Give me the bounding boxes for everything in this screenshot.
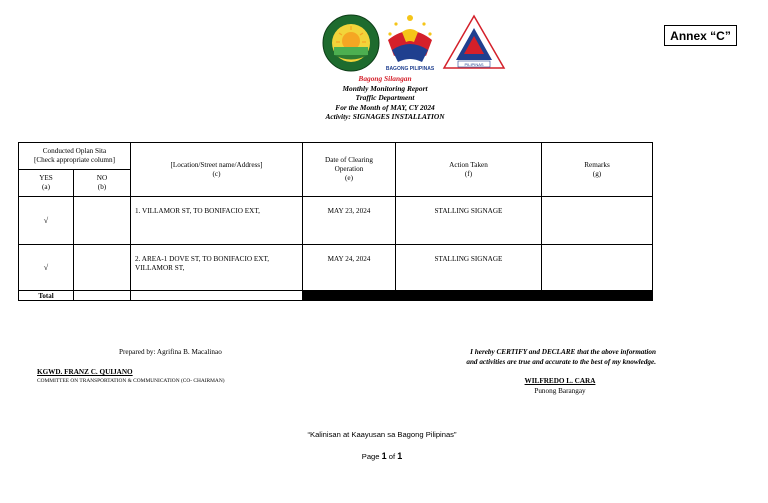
no-check-cell [74,197,131,245]
no-header-label: NO [96,174,108,182]
department-name: Traffic Department [355,93,415,103]
slogan: “Kalinisan at Kaayusan sa Bagong Pilipinas” [307,430,457,439]
action-header-label: Action Taken [449,160,488,169]
page-number [0,451,764,461]
barangay-seal-logo [322,14,380,72]
page-word: Page [361,452,380,461]
date-header-code: (e) [345,174,353,182]
prepared-title: COMMITTEE ON TRANSPORTATION & COMMUNICATION (CO- CHAIRMAN) [37,378,225,384]
page-of: of [388,452,396,461]
yes-header-label: YES [39,174,53,182]
monitoring-table [18,142,653,301]
oplan-header-line1: Conducted Oplan Sita [42,147,107,155]
date-header [303,143,396,197]
certifier-name: WILFREDO L. CARA [524,377,596,385]
certification-line1: I hereby CERTIFY and DECLARE that the above information [470,348,656,356]
yes-check-cell: √ [19,245,74,291]
bagong-pilipinas-text: BAGONG PILIPINAS [385,66,435,72]
certifier-title: Punong Barangay [534,387,586,395]
date-cell: MAY 24, 2024 [303,245,396,291]
report-month: For the Month of MAY, CY 2024 [335,102,435,112]
yes-header-code: (a) [42,183,50,191]
yes-header [19,170,74,197]
remarks-header [542,143,653,197]
remarks-header-code: (g) [592,169,602,178]
no-check-cell [74,245,131,291]
report-header [290,74,480,122]
action-header-code: (f) [464,169,473,178]
total-label: Total [19,291,74,301]
logo-group [322,12,512,74]
date-cell: MAY 23, 2024 [303,197,396,245]
barangay-name: Bagong Silangan [358,74,412,83]
action-cell: STALLING SIGNAGE [396,197,542,245]
no-header-code: (b) [97,183,107,191]
page-current: 1 [381,451,387,461]
total-no-cell [74,291,131,301]
yes-check-cell: √ [19,197,74,245]
prepared-name: KGWD. FRANZ C. QUIJANO [37,368,133,376]
bagong-pilipinas-logo [382,12,438,74]
date-header-line2: Operation [334,165,364,173]
action-cell: STALLING SIGNAGE [396,245,542,291]
location-cell: 2. AREA-1 DOVE ST, TO BONIFACIO EXT, VILLAMOR ST, [131,245,303,291]
action-header [396,143,542,197]
no-header [74,170,131,197]
location-header-label: [Location/Street name/Address] [170,160,263,169]
kaunlaran-triangle-logo [442,14,506,70]
kaunlaran-bottom-text: PILIPINAS [464,62,484,67]
location-cell: 1. VILLAMOR ST, TO BONIFACIO EXT, [131,197,303,245]
remarks-cell [542,197,653,245]
table-row [19,197,653,245]
annex-label: Annex “C” [664,25,737,46]
remarks-header-label: Remarks [584,160,610,169]
oplan-header-line2: [Check appropriate column] [33,156,116,164]
report-activity: Activity: SIGNAGES INSTALLATION [325,112,445,122]
date-header-line1: Date of Clearing [325,156,373,164]
page-total: 1 [397,451,403,461]
total-location-cell [131,291,303,301]
table-row [19,245,653,291]
report-title: Monthly Monitoring Report [342,83,428,93]
prepared-by-label: Prepared by: Agrifina B. Macalinao [119,348,222,356]
total-blackout-cell [303,291,653,301]
oplan-header [19,143,131,170]
total-row [19,291,653,301]
certification-statement [410,348,656,367]
location-header-code: (c) [212,169,221,178]
location-header [131,143,303,197]
remarks-cell [542,245,653,291]
certification-line2: and activities are true and accurate to the best of my knowledge. [466,357,656,366]
